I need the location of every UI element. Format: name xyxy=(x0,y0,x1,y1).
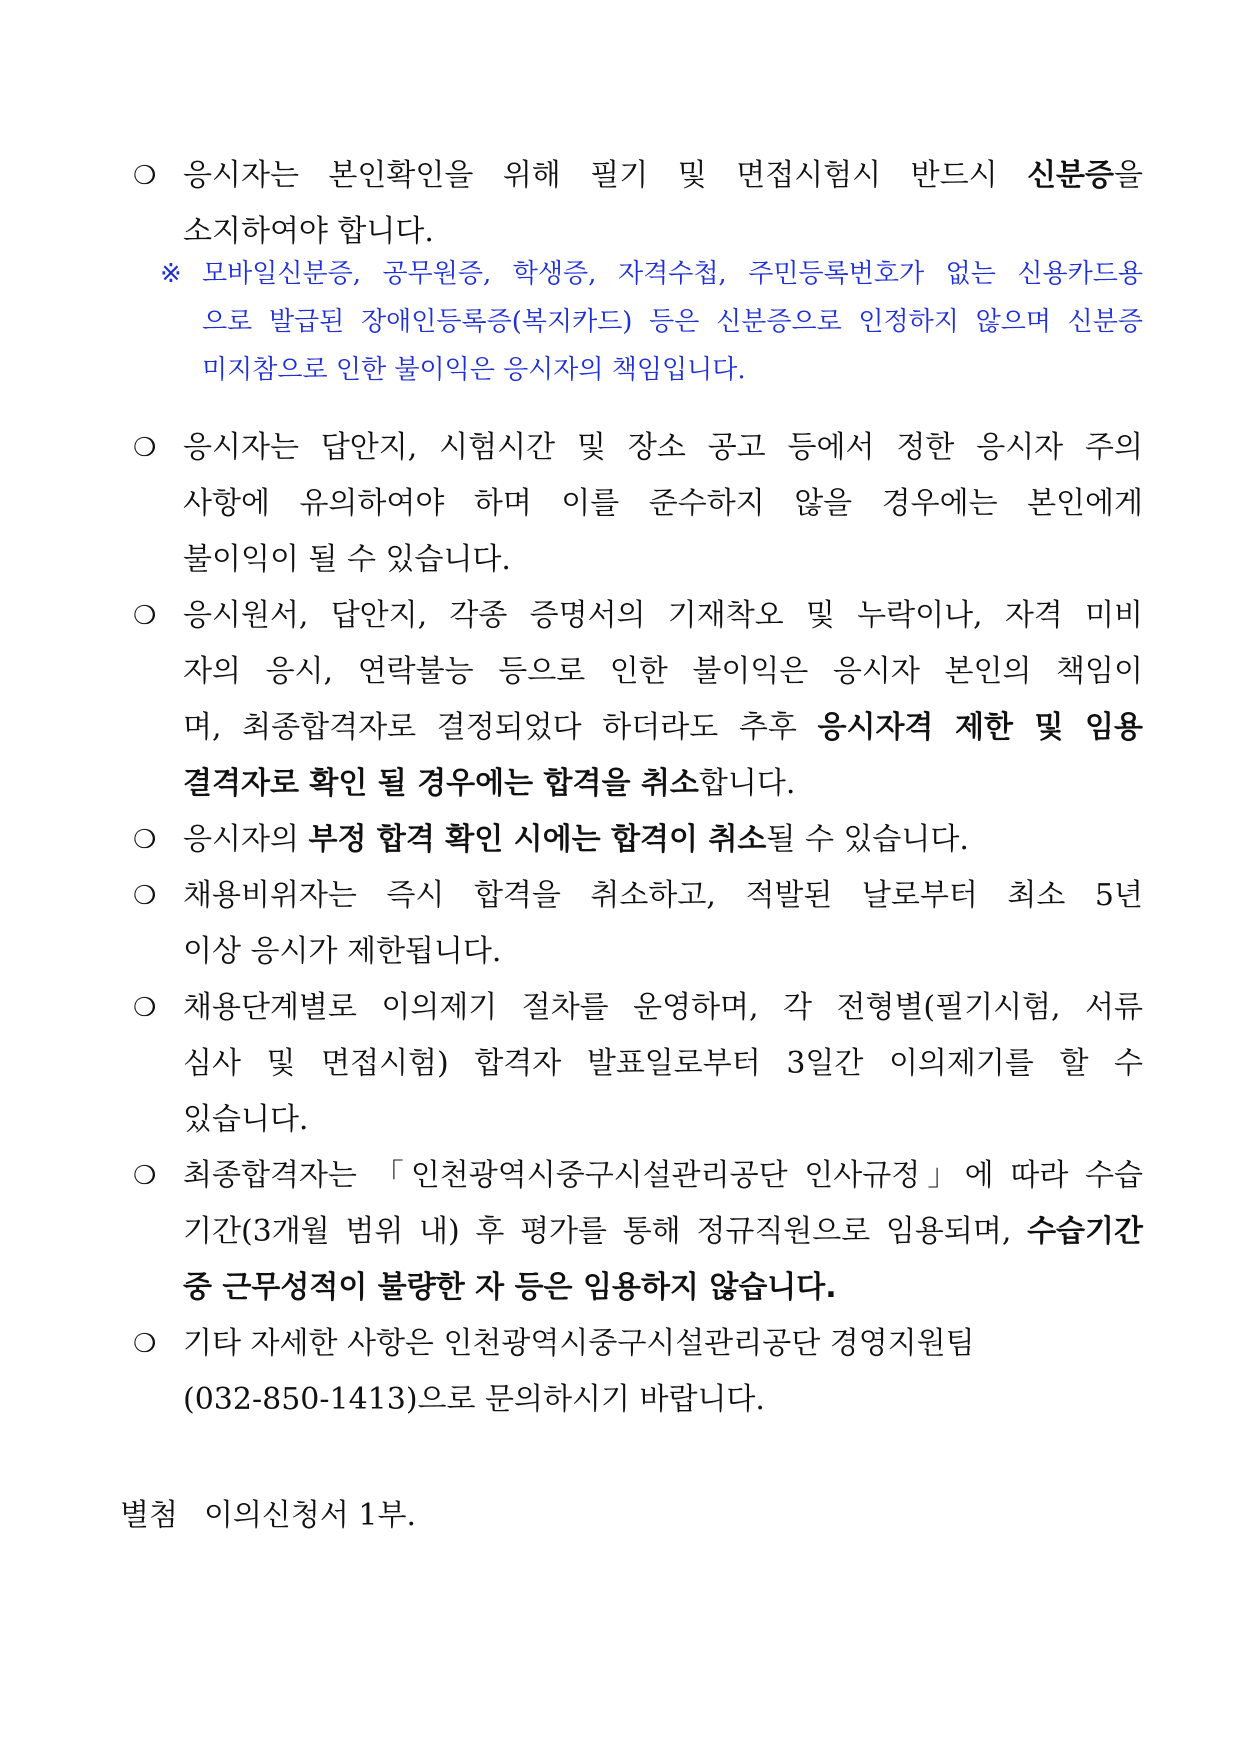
reference-mark-icon: ※ xyxy=(160,259,182,289)
attachment-line xyxy=(120,1488,416,1544)
notice-line xyxy=(133,812,1143,868)
circle-bullet-icon: ❍ xyxy=(133,161,157,191)
notice-item-7 xyxy=(133,1148,1143,1316)
text-run: (032-850-1413)으로 문의하시기 바랍니다. xyxy=(183,1382,765,1417)
notice-line xyxy=(133,420,1143,476)
text-run: 될 수 있습니다. xyxy=(766,822,969,857)
text-run: 응시원서, 답안지, 각종 증명서의 기재착오 및 누락이나, 자격 미비 xyxy=(183,598,1143,633)
bold-text-run: 신분증 xyxy=(1027,158,1115,193)
circle-bullet-icon: ❍ xyxy=(133,993,157,1023)
text-run: 응시자는 본인확인을 위해 필기 및 면접시험시 반드시 xyxy=(183,158,1028,193)
bold-text-run: 응시자격 제한 및 임용 xyxy=(817,710,1144,745)
notice-line xyxy=(133,1260,1143,1316)
attachment-text: 이의신청서 1부. xyxy=(203,1498,417,1533)
text-run: 이상 응시가 제한됩니다. xyxy=(183,934,502,969)
circle-bullet-icon: ❍ xyxy=(133,881,157,911)
text-run: 있습니다. xyxy=(183,1102,309,1137)
circle-bullet-icon: ❍ xyxy=(133,825,157,855)
notice-line xyxy=(133,1148,1143,1204)
notice-line xyxy=(133,644,1143,700)
text-run: 채용비위자는 즉시 합격을 취소하고, 적발된 날로부터 최소 5년 xyxy=(183,878,1143,913)
text-run: 불이익이 될 수 있습니다. xyxy=(183,542,511,577)
notice-line xyxy=(133,1092,1143,1148)
bold-text-run: 수습기간 xyxy=(1027,1214,1143,1249)
notice-line xyxy=(133,1036,1143,1092)
notice-line xyxy=(133,1316,1143,1372)
notice-line xyxy=(133,148,1143,204)
text-run: 며, 최종합격자로 결정되었다 하더라도 추후 xyxy=(183,710,818,745)
text-run: 소지하여야 합니다. xyxy=(183,214,434,249)
notice-item-3 xyxy=(133,588,1143,812)
text-run: 기타 자세한 사항은 인천광역시중구시설관리공단 경영지원팀 xyxy=(183,1326,975,1361)
notice-item-5 xyxy=(133,868,1143,980)
attachment-label: 별첨 xyxy=(120,1498,178,1533)
notice-item-2 xyxy=(133,420,1143,588)
notice-line xyxy=(133,1204,1143,1260)
circle-bullet-icon: ❍ xyxy=(133,1161,157,1191)
text-run: 합니다. xyxy=(698,766,796,801)
text-run: 자의 응시, 연락불능 등으로 인한 불이익은 응시자 본인의 책임이 xyxy=(183,654,1143,689)
note-line: 모바일신분증, 공무원증, 학생증, 자격수첩, 주민등록번호가 없는 신용카드용 xyxy=(202,259,1143,289)
text-run: 심사 및 면접시험) 합격자 발표일로부터 3일간 이의제기를 할 수 xyxy=(183,1046,1143,1081)
circle-bullet-icon: ❍ xyxy=(133,1329,157,1359)
notice-item-8 xyxy=(133,1316,1143,1428)
text-run: 을 xyxy=(1114,158,1143,193)
id-card-note xyxy=(160,250,1143,394)
bold-text-run: 중 근무성적이 불량한 자 등은 임용하지 않습니다. xyxy=(183,1270,837,1305)
note-line: 으로 발급된 장애인등록증(복지카드) 등은 신분증으로 인정하지 않으며 신분증 xyxy=(202,307,1143,337)
notice-line xyxy=(133,532,1143,588)
note-line: 미지참으로 인한 불이익은 응시자의 책임입니다. xyxy=(202,355,746,385)
notice-line xyxy=(133,980,1143,1036)
bold-text-run: 결격자로 확인 될 경우에는 합격을 취소 xyxy=(183,766,699,801)
notice-line xyxy=(133,476,1143,532)
text-run: 사항에 유의하여야 하며 이를 준수하지 않을 경우에는 본인에게 xyxy=(183,486,1143,521)
notice-line xyxy=(133,1372,1143,1428)
circle-bullet-icon: ❍ xyxy=(133,433,157,463)
text-run: 최종합격자는 「인천광역시중구시설관리공단 인사규정」에 따라 수습 xyxy=(183,1158,1143,1193)
notice-line xyxy=(133,756,1143,812)
circle-bullet-icon: ❍ xyxy=(133,601,157,631)
text-run: 기간(3개월 범위 내) 후 평가를 통해 정규직원으로 임용되며, xyxy=(183,1214,1028,1249)
bold-text-run: 부정 합격 확인 시에는 합격이 취소 xyxy=(308,822,767,857)
notice-line xyxy=(133,700,1143,756)
text-run: 응시자는 답안지, 시험시간 및 장소 공고 등에서 정한 응시자 주의 xyxy=(183,430,1143,465)
notice-line xyxy=(133,588,1143,644)
text-run: 응시자의 xyxy=(183,822,309,857)
text-run: 채용단계별로 이의제기 절차를 운영하며, 각 전형별(필기시험, 서류 xyxy=(183,990,1143,1025)
notice-line xyxy=(133,868,1143,924)
notice-item-4 xyxy=(133,812,1143,868)
notice-item-6 xyxy=(133,980,1143,1148)
notice-line xyxy=(133,924,1143,980)
notice-item-1 xyxy=(133,148,1143,260)
